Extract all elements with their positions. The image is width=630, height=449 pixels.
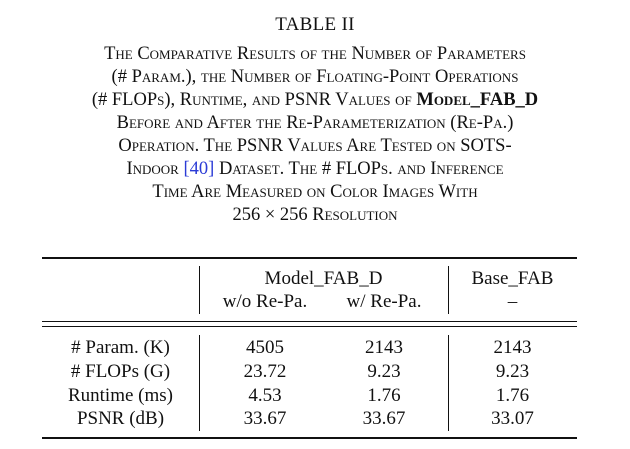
row-label: PSNR (dB) bbox=[76, 408, 165, 429]
row-label: Runtime (ms) bbox=[67, 385, 174, 406]
caption-line-4: Before and After the Re-Parameterization (Re-Pa.) bbox=[116, 113, 514, 133]
caption-line-6 bbox=[0, 158, 630, 181]
header-rule-1 bbox=[42, 321, 577, 322]
caption-model-name: Model_FAB_D bbox=[416, 90, 539, 110]
body-divider-left bbox=[199, 335, 200, 431]
base-header: Base_FAB bbox=[471, 268, 554, 289]
caption-line-2: (# Param.), the Number of Floating-Point Operations bbox=[111, 67, 519, 87]
table-cell: 1.76 bbox=[495, 385, 530, 406]
table-cell: 4.53 bbox=[248, 385, 282, 406]
table-cell: 33.67 bbox=[362, 408, 406, 429]
table-label: TABLE II bbox=[275, 14, 355, 35]
table-cell: 33.67 bbox=[243, 408, 287, 429]
caption-line-3 bbox=[0, 89, 630, 112]
table-cell: 33.07 bbox=[491, 408, 534, 429]
row-label: # FLOPs (G) bbox=[70, 361, 171, 382]
caption-resolution: 256 × 256 bbox=[232, 205, 308, 225]
caption-line-6-pre: Indoor bbox=[126, 159, 184, 179]
sub-header-wo-repa: w/o Re-Pa. bbox=[222, 291, 308, 312]
caption-line-8-post: Resolution bbox=[307, 205, 398, 225]
caption-line-6-post: Dataset. The # FLOPs. and Inference bbox=[214, 159, 504, 179]
caption-line-8 bbox=[0, 204, 630, 227]
citation-link[interactable]: [40] bbox=[183, 159, 215, 179]
row-label: # Param. (K) bbox=[71, 337, 170, 358]
table-cell: 9.23 bbox=[495, 361, 530, 382]
table-cell: 2143 bbox=[493, 337, 532, 358]
table-cell: 23.72 bbox=[243, 361, 287, 382]
caption-line-3-text: (# FLOPs), Runtime, and PSNR Values of bbox=[91, 90, 417, 110]
table-cell: 1.76 bbox=[367, 385, 401, 406]
table-cell: 9.23 bbox=[367, 361, 401, 382]
caption-line-7: Time Are Measured on Color Images With bbox=[152, 182, 478, 202]
base-sub-header: – bbox=[507, 291, 518, 312]
header-rule-2 bbox=[42, 326, 577, 327]
caption-line-1: The Comparative Results of the Number of Parameters bbox=[104, 44, 526, 64]
table-cell: 4505 bbox=[246, 337, 284, 358]
table-cell: 2143 bbox=[365, 337, 403, 358]
table-bottom-rule bbox=[42, 437, 577, 439]
table-caption bbox=[0, 43, 630, 227]
table-top-rule bbox=[42, 257, 577, 259]
caption-line-5: Operation. The PSNR Values Are Tested on SOTS- bbox=[118, 136, 512, 156]
model-group-header: Model_FAB_D bbox=[264, 268, 383, 289]
sub-header-w-repa: w/ Re-Pa. bbox=[346, 291, 422, 312]
